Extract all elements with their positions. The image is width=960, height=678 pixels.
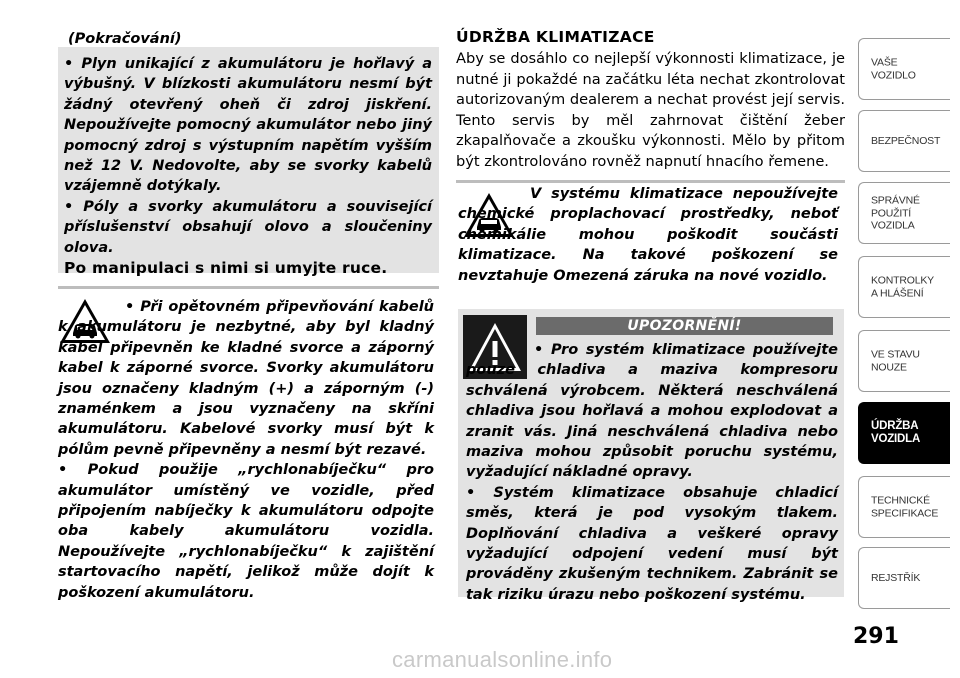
tab-rejstrik[interactable] xyxy=(858,547,950,609)
warning-item: • Pro systém klimatizace používejte pouze chladiva a maziva kompresoru schválená výrobcem. Některá neschválená chladiva jsou hořlavá a mohou explodovat a zranit vás. Jiná neschválená chladiva nebo maziva mohou způsobit poruchu systému, vyžadující nákladné opravy. xyxy=(466,342,838,481)
tab-label: SPRÁVNÉ POUŽITÍ VOZIDLA xyxy=(871,194,920,232)
warning-item: • Plyn unikající z akumulátoru je hořlavý a výbušný. V blízkosti akumulátoru nesmí být žádný otevřený oheň či zdroj jiskření. Nepoužívejte pomocný akumulátor nebo jiný pomocný zdroj s výstupním napětím vyšším než 12 V. Nedovolte, aby se svorky kabelů vzájemně dotýkaly. xyxy=(64,56,432,195)
caution-item: • Pokud použije „rychlonabíječku“ pro akumulátor umístěný ve vozidle, před připojením nabíječky k akumulátoru odpojte oba kabely akumulátoru vozidla. Nepoužívejte „rychlonabíječku“ k zajištění startovacího napětí, jelikož může dojít k poškození akumulátoru. xyxy=(58,462,434,601)
caution-divider xyxy=(58,286,439,289)
tab-label: BEZPEČNOST xyxy=(871,134,941,147)
page-number: 291 xyxy=(853,624,899,649)
warning-item: • Póly a svorky akumulátoru a související příslušenství obsahují olovo a sloučeniny olova. xyxy=(64,198,432,256)
tab-label: TECHNICKÉ SPECIFIKACE xyxy=(871,494,939,519)
tab-label: VAŠE VOZIDLO xyxy=(871,56,916,81)
warning-final-line: Po manipulaci s nimi si umyjte ruce. xyxy=(64,259,388,278)
caution-text-left xyxy=(58,297,434,603)
warning-header: UPOZORNĚNÍ! xyxy=(536,317,833,335)
warning-box-battery-gas xyxy=(58,47,439,278)
tab-bezpecnost[interactable] xyxy=(858,110,950,172)
tab-spravne-pouziti[interactable] xyxy=(858,182,950,244)
section-body: Aby se dosáhlo co nejlepší výkonnosti klimatizace, je nutné ji pokaždé na začátku léta nechat zkontrolovat autorizovaným dealerem a nechat provést její servis. Tento servis by měl zahrnovat čištění žeber zkapalňovače a zkoušku výkonnosti. Mělo by přitom být zkontrolováno rovněž napnutí hnacího řemene. xyxy=(456,50,845,170)
tab-label: KONTROLKY A HLÁŠENÍ xyxy=(871,274,934,299)
tab-vase-vozidlo[interactable] xyxy=(858,38,950,100)
continuation-label: (Pokračování) xyxy=(68,31,182,47)
warning-item: • Systém klimatizace obsahuje chladicí směs, která je pod vysokým tlakem. Doplňování chladiva a veškeré opravy vyžadující odpojení vedení musí být prováděny zkušeným technikem. Zabránit se tak riziku úrazu nebo poškození systému. xyxy=(466,484,838,603)
tab-technicke-specifikace[interactable] xyxy=(858,476,950,538)
caution-text-right xyxy=(458,184,838,286)
tab-label: REJSTŘÍK xyxy=(871,571,921,584)
warning-text-right xyxy=(466,340,838,605)
section-title: ÚDRŽBA KLIMATIZACE xyxy=(456,28,655,46)
caution-item: • Při opětovném připevňování kabelů k akumulátoru je nezbytné, aby byl kladný kabel připevněn ke kladné svorce a záporný kabel k záporné svorce. Svorky akumulátoru jsou označeny kladným (+) a záporným (-) znaménkem a jsou vyznačeny na skříni akumulátoru. Kabelové svorky musí být k pólům pevně připevněny a nesmí být rezavé. xyxy=(58,299,434,458)
watermark: carmanualsonline.info xyxy=(392,647,613,672)
caution-divider xyxy=(456,180,845,183)
tab-label: ÚDRŽBA VOZIDLA xyxy=(871,420,921,445)
tab-udrzba-vozidla[interactable] xyxy=(858,402,950,464)
caution-text: V systému klimatizace nepoužívejte chemické proplachovací prostředky, neboť chemikálie mohou poškodit součásti klimatizace. Na takové poškození se nevztahuje Omezená záruka na nové vozidlo. xyxy=(458,186,838,284)
tab-label: VE STAVU NOUZE xyxy=(871,348,920,373)
tab-ve-stavu-nouze[interactable] xyxy=(858,330,950,392)
tab-kontrolky[interactable] xyxy=(858,256,950,318)
